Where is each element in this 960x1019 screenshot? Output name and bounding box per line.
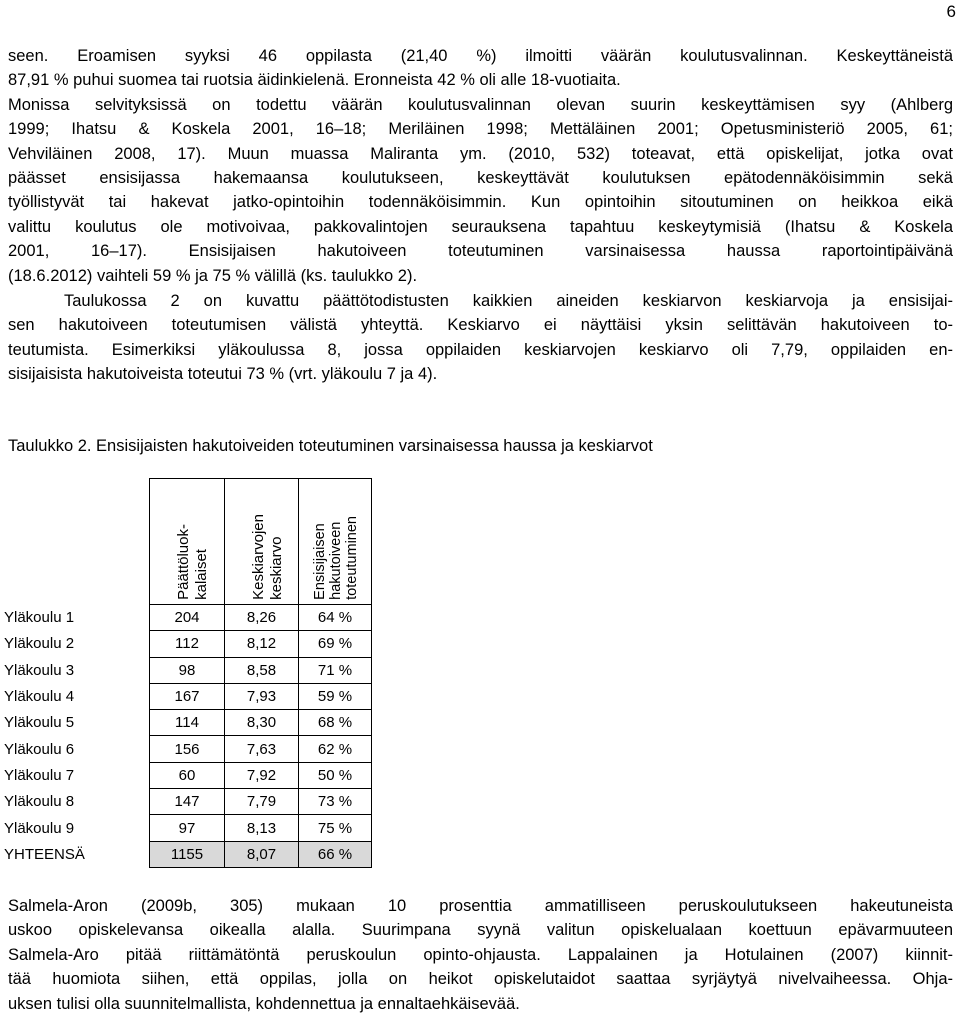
cell-average: 8,12 [225, 631, 299, 657]
total-average: 8,07 [225, 841, 299, 867]
page-number: 6 [946, 2, 956, 21]
table-row [4, 762, 372, 788]
header-average: Keskiarvojen keskiarvo [225, 479, 299, 605]
cell-graduates: 156 [150, 736, 225, 762]
cell-average: 8,58 [225, 657, 299, 683]
table-row [4, 683, 372, 709]
text-line: Salmela-Aron (2009b, 305) mukaan 10 prosenttia ammatilliseen peruskoulutukseen hakeutuneista [8, 897, 953, 915]
total-label: YHTEENSÄ [4, 845, 85, 863]
cell-fulfilled: 69 % [299, 631, 372, 657]
cell-fulfilled: 50 % [299, 762, 372, 788]
text-line: 87,91 % puhui suomea tai ruotsia äidinkielenä. Eronneista 42 % oli alle 18-vuotiaita. [8, 71, 621, 90]
table-row [4, 736, 372, 762]
text-line: uksen tulisi olla suunnitelmallista, kohdennettua ja ennaltaehkäisevää. [8, 994, 520, 1013]
cell-fulfilled: 71 % [299, 657, 372, 683]
cell-average: 7,79 [225, 789, 299, 815]
table-corner [4, 479, 150, 605]
cell-fulfilled: 59 % [299, 683, 372, 709]
text-line: 2001, 16–17). Ensisijaisen hakutoiveen toteutuminen varsinaisessa haussa raportointipäivänä [8, 242, 953, 261]
text-line: Vehviläinen 2008, 17). Muun muassa Maliranta ym. (2010, 532) toteavat, että opiskelijat, jotka ovat [8, 144, 953, 163]
row-label: Yläkoulu 9 [4, 819, 75, 837]
row-label: Yläkoulu 2 [4, 635, 75, 653]
header-fulfilled: Ensisijaisen hakutoiveen toteutuminen [299, 479, 372, 605]
cell-graduates: 97 [150, 815, 225, 841]
table-row [4, 815, 372, 841]
cell-graduates: 147 [150, 789, 225, 815]
total-fulfilled: 66 % [299, 841, 372, 867]
cell-graduates: 60 [150, 762, 225, 788]
cell-graduates: 98 [150, 657, 225, 683]
cell-average: 8,13 [225, 815, 299, 841]
cell-fulfilled: 75 % [299, 815, 372, 841]
text-line: seen. Eroamisen syyksi 46 oppilasta (21,40 %) ilmoitti väärän koulutusvalinnan. Keskeyttäneistä [8, 47, 953, 65]
text-line: tää huomiota siihen, että oppilas, jolla on heikot opiskelutaidot saattaa syrjäytyä nivelvaiheessa. Ohja- [8, 970, 953, 989]
table-row [4, 789, 372, 815]
header-graduates: Päättöluok- kalaiset [150, 479, 225, 605]
paragraph-1 [8, 44, 953, 288]
text-line: valittu koulutus ole motivoivaa, pakkovalintojen seurauksena tapahtuu keskeytymisiä (Ihatsu & Koskela [8, 217, 953, 236]
text-line: Monissa selvityksissä on todettu väärän koulutusvalinnan olevan suurin keskeyttämisen syy (Ahlberg [8, 95, 953, 114]
cell-graduates: 114 [150, 710, 225, 736]
row-label: Yläkoulu 6 [4, 740, 75, 758]
row-label: Yläkoulu 7 [4, 766, 75, 784]
text-line: 1999; Ihatsu & Koskela 2001, 16–18; Meriläinen 1998; Mettäläinen 2001; Opetusministeriö 2005, 61; [8, 120, 953, 139]
row-label: Yläkoulu 8 [4, 793, 75, 811]
row-label: Yläkoulu 4 [4, 688, 75, 706]
cell-average: 7,63 [225, 736, 299, 762]
table-row [4, 710, 372, 736]
table-row [4, 605, 372, 631]
row-label: Yläkoulu 1 [4, 609, 75, 627]
total-graduates: 1155 [150, 841, 225, 867]
text-line: (18.6.2012) vaihteli 59 % ja 75 % välillä (ks. taulukko 2). [8, 266, 418, 285]
cell-graduates: 167 [150, 683, 225, 709]
text-line: Salmela-Aro pitää riittämätöntä peruskoulun opinto-ohjausta. Lappalainen ja Hotulainen (2007) kiinnit- [8, 945, 953, 964]
text-line: päässet ensisijassa hakemaansa koulutukseen, keskeyttävät koulutuksen epätodennäköisimmin sekä [8, 168, 953, 187]
cell-fulfilled: 62 % [299, 736, 372, 762]
cell-fulfilled: 73 % [299, 789, 372, 815]
cell-average: 8,30 [225, 710, 299, 736]
table-row [4, 657, 372, 683]
cell-average: 8,26 [225, 605, 299, 631]
text-line: sisijaisista hakutoiveista toteutui 73 % (vrt. yläkoulu 7 ja 4). [8, 365, 438, 384]
text-line: työllistyvät tai hakevat jatko-opintoihin todennäköisimmin. Kun opintoihin sitoutuminen on heikkoa eikä [8, 193, 953, 212]
text-line: uskoo opiskelevansa oikealla alalla. Suurimpana syynä valitun opiskelualaan koettuun epävarmuuteen [8, 921, 953, 940]
text-line: Taulukossa 2 on kuvattu päättötodistusten kaikkien aineiden keskiarvon keskiarvoja ja ensisijai- [64, 292, 953, 310]
results-table [4, 478, 372, 868]
paragraph-3 [8, 894, 953, 1016]
cell-graduates: 112 [150, 631, 225, 657]
text-line: teutumista. Esimerkiksi yläkoulussa 8, jossa oppilaiden keskiarvojen keskiarvo oli 7,79, oppilaiden en- [8, 340, 953, 359]
cell-fulfilled: 68 % [299, 710, 372, 736]
row-label: Yläkoulu 5 [4, 714, 75, 732]
cell-fulfilled: 64 % [299, 605, 372, 631]
text-line: sen hakutoiveen toteutumisen välistä yhteyttä. Keskiarvo ei näyttäisi yksin selittävän hakutoiveen to- [8, 316, 953, 335]
paragraph-2 [8, 289, 953, 387]
table-row [4, 631, 372, 657]
row-label: Yläkoulu 3 [4, 661, 75, 679]
table-total-row [4, 841, 372, 867]
table-caption: Taulukko 2. Ensisijaisten hakutoiveiden toteutuminen varsinaisessa haussa ja keskiarvot [8, 437, 653, 455]
cell-average: 7,93 [225, 683, 299, 709]
cell-average: 7,92 [225, 762, 299, 788]
cell-graduates: 204 [150, 605, 225, 631]
